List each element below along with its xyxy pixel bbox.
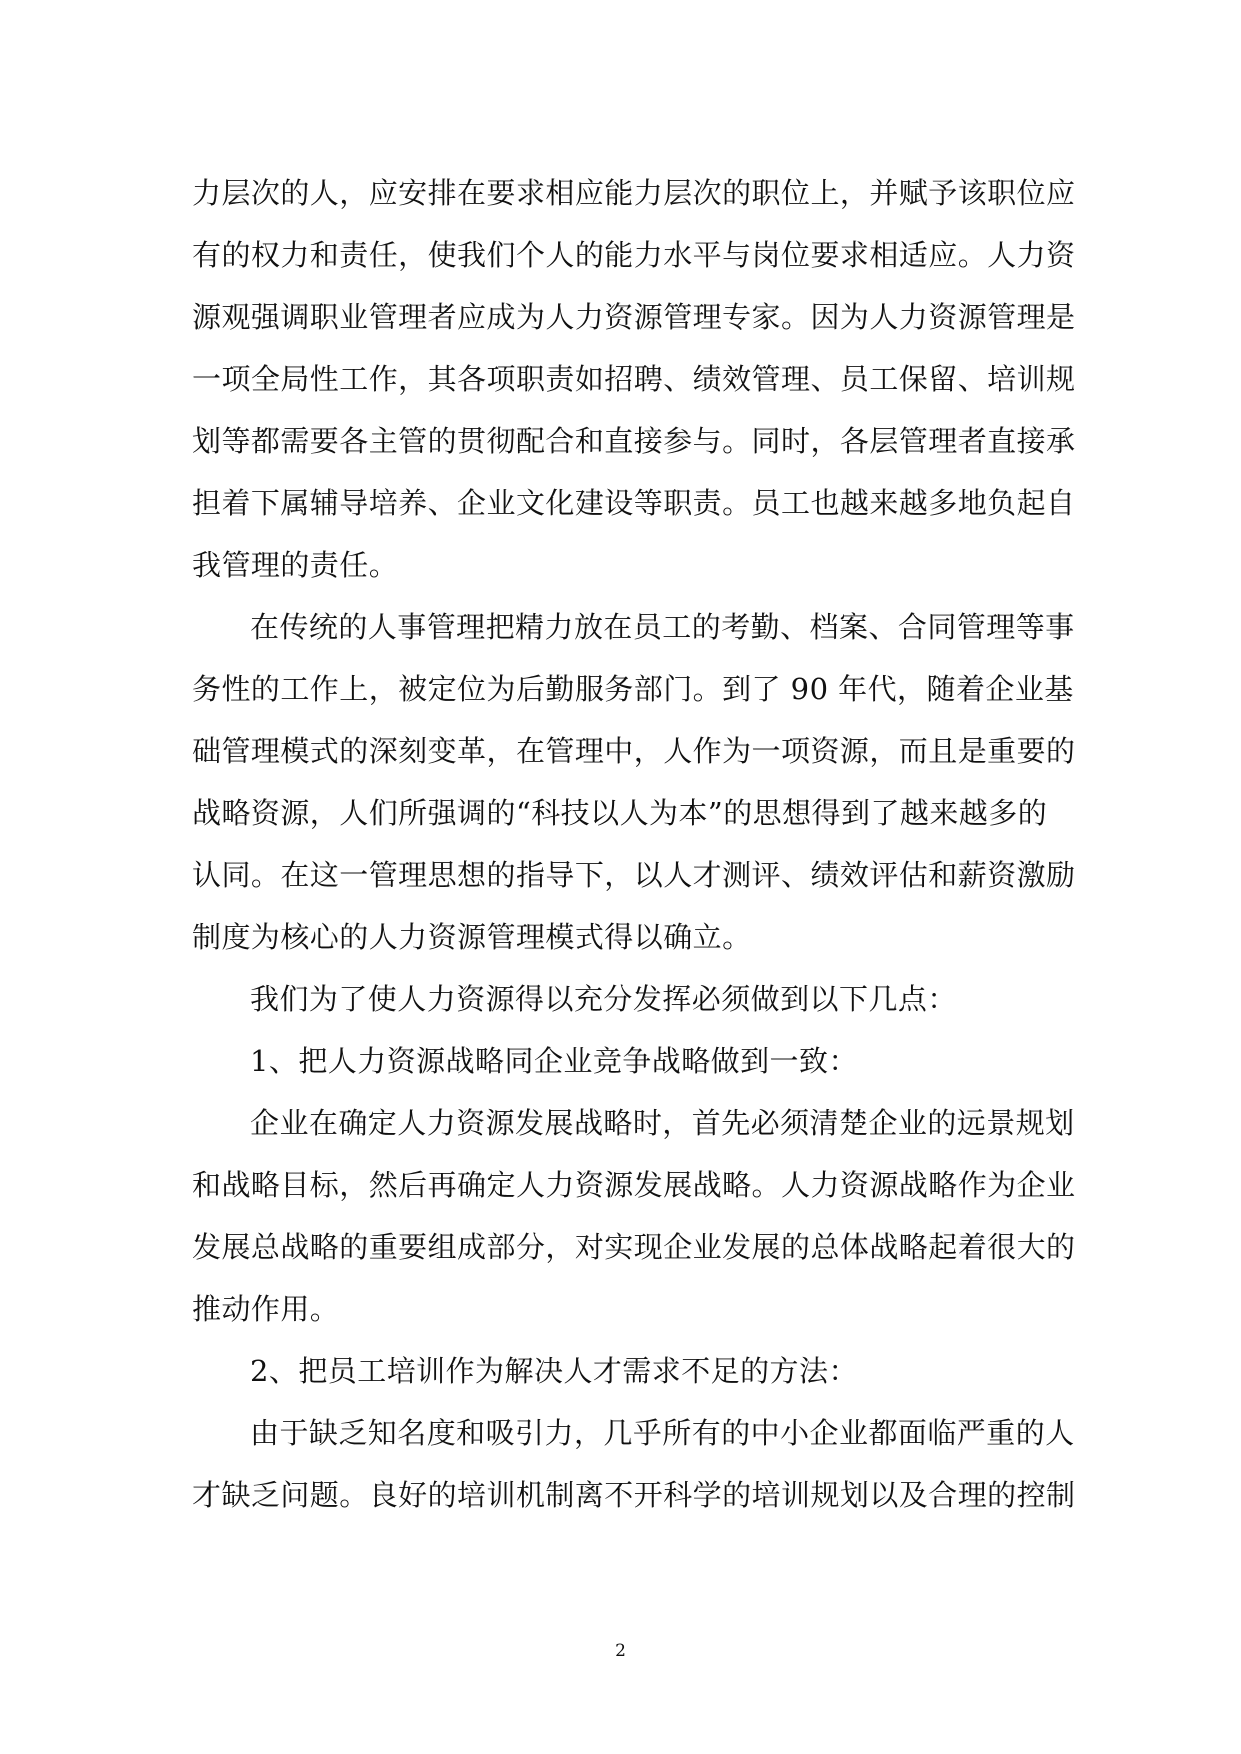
text-line: 务性的工作上，被定位为后勤服务部门。到了 90 年代，随着企业基	[192, 672, 1074, 706]
text-line: 源观强调职业管理者应成为人力资源管理专家。因为人力资源管理是	[192, 300, 1076, 334]
section-heading: 2、把员工培训作为解决人才需求不足的方法：	[250, 1354, 858, 1388]
text-line: 划等都需要各主管的贯彻配合和直接参与。同时，各层管理者直接承	[192, 424, 1076, 458]
page-number: 2	[615, 1641, 626, 1661]
body-text	[192, 162, 1076, 1526]
text-line: 一项全局性工作，其各项职责如招聘、绩效管理、员工保留、培训规	[192, 362, 1076, 396]
text-line: 有的权力和责任，使我们个人的能力水平与岗位要求相适应。人力资	[192, 238, 1076, 272]
text-line: 企业在确定人力资源发展战略时，首先必须清楚企业的远景规划	[250, 1106, 1075, 1140]
text-line: 推动作用。	[192, 1292, 340, 1326]
text-line: 在传统的人事管理把精力放在员工的考勤、档案、合同管理等事	[250, 610, 1075, 644]
text-line: 制度为核心的人力资源管理模式得以确立。	[192, 920, 752, 954]
text-line: 力层次的人，应安排在要求相应能力层次的职位上，并赋予该职位应	[192, 176, 1076, 210]
text-line: 担着下属辅导培养、企业文化建设等职责。员工也越来越多地负起自	[192, 486, 1076, 520]
section-heading: 1、把人力资源战略同企业竞争战略做到一致：	[250, 1044, 858, 1078]
text-line: 发展总战略的重要组成部分，对实现企业发展的总体战略起着很大的	[192, 1230, 1076, 1264]
text-line: 我们为了使人力资源得以充分发挥必须做到以下几点：	[250, 982, 957, 1016]
text-line: 战略资源，人们所强调的“科技以人为本”的思想得到了越来越多的	[192, 796, 1048, 830]
text-line: 和战略目标，然后再确定人力资源发展战略。人力资源战略作为企业	[192, 1168, 1076, 1202]
text-line: 础管理模式的深刻变革，在管理中，人作为一项资源，而且是重要的	[192, 734, 1076, 768]
text-line: 认同。在这一管理思想的指导下，以人才测评、绩效评估和薪资激励	[192, 858, 1076, 892]
text-line: 我管理的责任。	[192, 548, 399, 582]
text-line: 由于缺乏知名度和吸引力，几乎所有的中小企业都面临严重的人	[250, 1416, 1075, 1450]
text-line: 才缺乏问题。良好的培训机制离不开科学的培训规划以及合理的控制	[192, 1478, 1076, 1512]
